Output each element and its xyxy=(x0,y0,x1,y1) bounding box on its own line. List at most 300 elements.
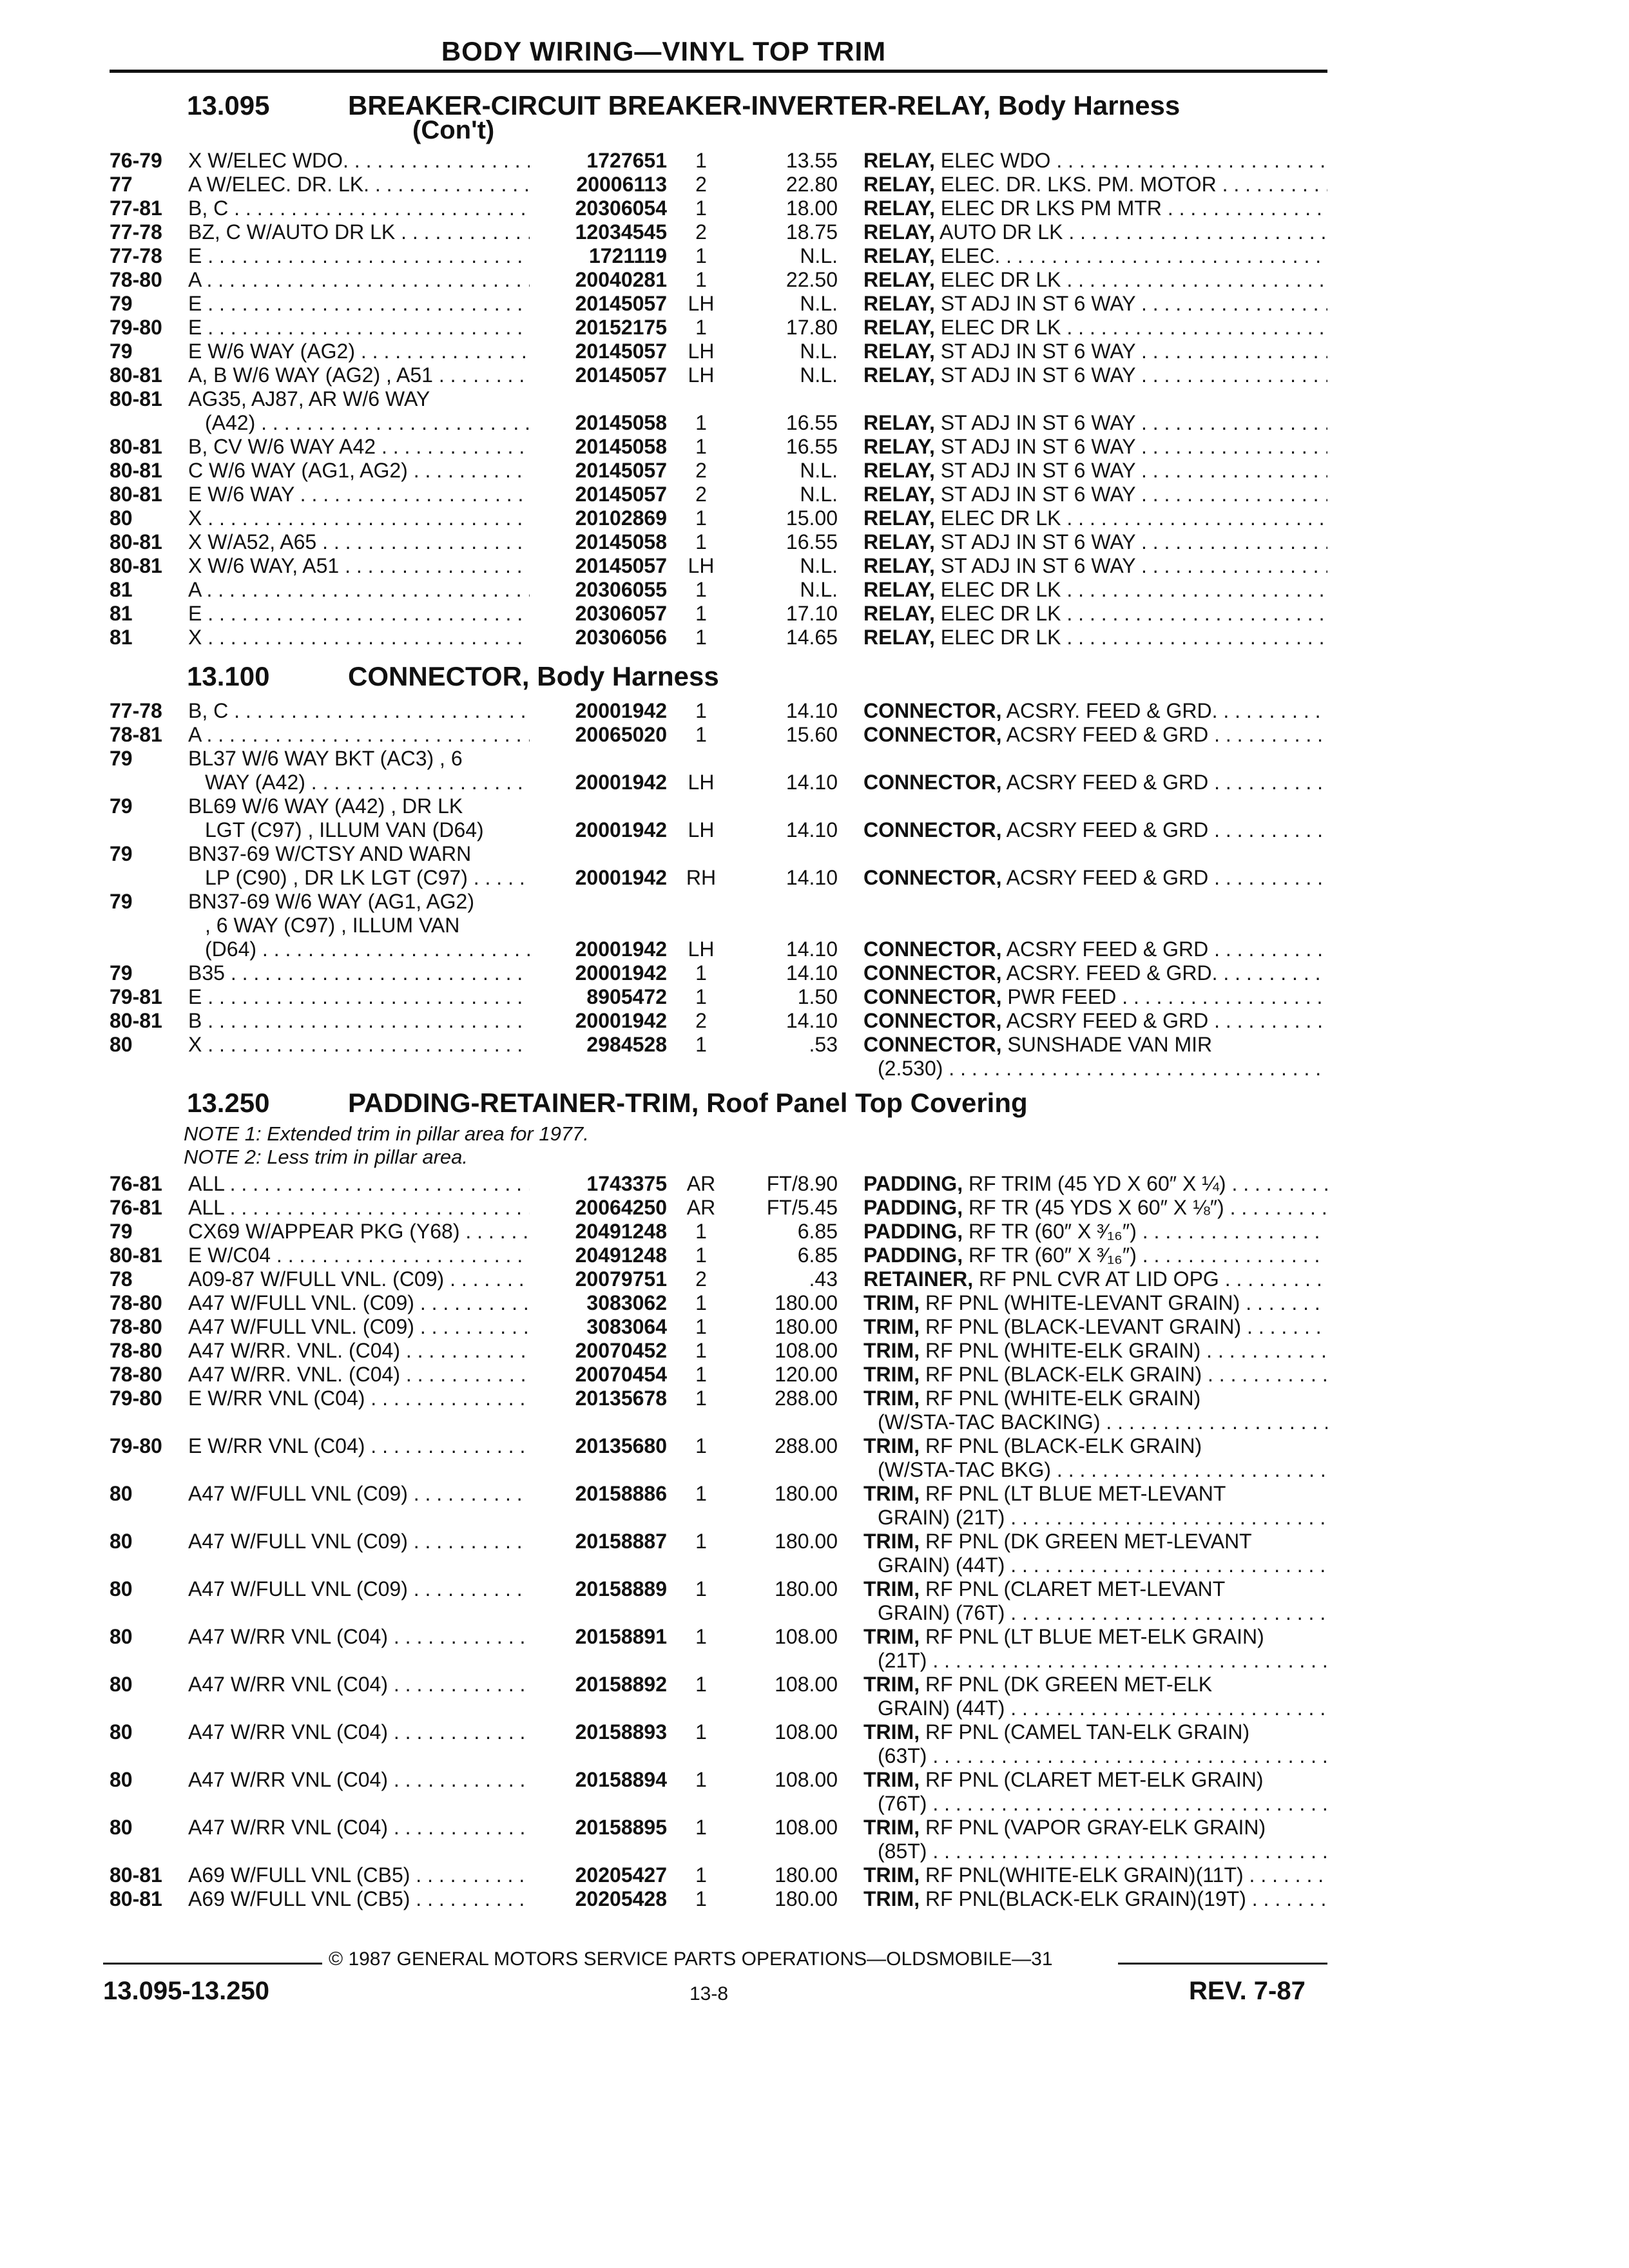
part-description xyxy=(863,410,1327,435)
model-years: 78-80 xyxy=(110,1315,162,1338)
part-description xyxy=(863,553,1327,578)
part-number: 20205427 xyxy=(575,1863,667,1887)
part-detail: ACSRY FEED & GRD xyxy=(1001,1009,1209,1032)
part-name: PADDING, xyxy=(863,1220,963,1243)
part-description xyxy=(863,625,1327,649)
section-heading xyxy=(187,661,719,692)
part-detail: ACSRY FEED & GRD xyxy=(1001,771,1209,794)
copyright-text: © 1987 GENERAL MOTORS SERVICE PARTS OPERATIONS—OLDSMOBILE—31 xyxy=(329,1948,1053,1970)
part-description xyxy=(863,220,1327,244)
part-detail: GRAIN) (44T) xyxy=(878,1696,1005,1720)
table-row xyxy=(0,339,1629,363)
part-description xyxy=(863,363,1327,387)
part-description xyxy=(863,1434,1327,1458)
part-description xyxy=(863,1529,1327,1553)
model-application: X W/ELEC WDO. . . . xyxy=(188,148,530,173)
part-name: TRIM, xyxy=(863,1887,920,1910)
price: 13.55 xyxy=(786,149,838,172)
part-number: 20145057 xyxy=(575,292,667,315)
table-row xyxy=(0,363,1629,387)
table-row xyxy=(0,1696,1629,1720)
table-row xyxy=(0,315,1629,340)
part-description xyxy=(863,1672,1327,1696)
part-number: 20001942 xyxy=(575,818,667,841)
part-number: 20001942 xyxy=(575,937,667,961)
part-detail: RF PNL (WHITE-LEVANT GRAIN) xyxy=(920,1291,1240,1314)
quantity: 2 xyxy=(695,173,707,196)
price: 108.00 xyxy=(775,1768,838,1791)
part-detail: SUNSHADE VAN MIR xyxy=(1001,1033,1213,1056)
part-name: RELAY, xyxy=(863,530,935,553)
footer-rule-left xyxy=(103,1963,322,1965)
quantity: 1 xyxy=(695,961,707,985)
quantity: 1 xyxy=(695,1220,707,1243)
part-name: RELAY, xyxy=(863,197,935,220)
table-row xyxy=(0,1291,1629,1315)
part-detail: ACSRY FEED & GRD xyxy=(1001,818,1209,841)
price: 16.55 xyxy=(786,530,838,553)
part-detail: (W/STA-TAC BACKING) xyxy=(878,1410,1101,1434)
model-years: 80-81 xyxy=(110,387,162,410)
table-row xyxy=(0,1171,1629,1196)
part-detail: ST ADJ IN ST 6 WAY xyxy=(934,411,1136,434)
model-application: A47 W/RR. VNL. (C04) . . . xyxy=(188,1362,530,1387)
table-row xyxy=(0,1648,1629,1673)
part-description xyxy=(863,1720,1327,1744)
part-description xyxy=(863,1767,1327,1792)
model-application: X . . . xyxy=(188,625,530,649)
part-description xyxy=(863,1481,1327,1506)
model-years: 80-81 xyxy=(110,435,162,458)
price: 1.50 xyxy=(797,985,838,1008)
table-row xyxy=(0,530,1629,554)
part-number: 20070454 xyxy=(575,1363,667,1386)
model-years: 80-81 xyxy=(110,459,162,482)
model-application: A09-87 W/FULL VNL. (C09) . . . xyxy=(188,1267,530,1291)
part-detail: ELEC DR LK xyxy=(934,578,1061,601)
part-name: RELAY, xyxy=(863,316,935,339)
part-description xyxy=(878,1410,1327,1434)
part-description xyxy=(863,458,1327,483)
model-application: X W/6 WAY, A51 . . . xyxy=(188,553,530,578)
model-years: 78-80 xyxy=(110,1339,162,1362)
quantity: 1 xyxy=(695,1530,707,1553)
part-number: 20145058 xyxy=(575,411,667,434)
price: N.L. xyxy=(800,363,838,387)
quantity: 2 xyxy=(695,459,707,482)
price: 22.50 xyxy=(786,268,838,291)
part-number: 20070452 xyxy=(575,1339,667,1362)
quantity: 1 xyxy=(695,411,707,434)
price: 16.55 xyxy=(786,435,838,458)
footer-revision: REV. 7-87 xyxy=(1189,1977,1306,2005)
part-description xyxy=(863,865,1327,890)
part-detail: ST ADJ IN ST 6 WAY xyxy=(934,363,1136,387)
model-application: LGT (C97) , ILLUM VAN (D64) xyxy=(205,818,484,841)
part-description xyxy=(863,1577,1327,1601)
part-name: CONNECTOR, xyxy=(863,818,1002,841)
part-detail: ELEC DR LK xyxy=(934,316,1061,339)
quantity: 2 xyxy=(695,1009,707,1032)
model-application: A, B W/6 WAY (AG2) , A51 . . . xyxy=(188,363,530,387)
table-row xyxy=(0,1457,1629,1482)
part-number: 20306057 xyxy=(575,602,667,625)
model-application: A . . . xyxy=(188,722,530,747)
quantity: LH xyxy=(688,771,715,794)
part-detail: ST ADJ IN ST 6 WAY xyxy=(934,292,1136,315)
part-name: RELAY, xyxy=(863,363,935,387)
part-detail: ST ADJ IN ST 6 WAY xyxy=(934,483,1136,506)
price: N.L. xyxy=(800,483,838,506)
model-application: A47 W/FULL VNL (C09) . . . xyxy=(188,1577,530,1601)
part-number: 20064250 xyxy=(575,1196,667,1219)
table-row xyxy=(0,1056,1629,1081)
model-years: 80 xyxy=(110,1816,133,1839)
part-detail: GRAIN) (76T) xyxy=(878,1601,1005,1624)
part-number: 20491248 xyxy=(575,1220,667,1243)
table-row xyxy=(0,1553,1629,1577)
part-number: 20040281 xyxy=(575,268,667,291)
section-subheading: (Con't) xyxy=(412,116,495,144)
model-application: ALL . . . xyxy=(188,1171,530,1196)
model-years: 80 xyxy=(110,1720,133,1744)
model-years: 79 xyxy=(110,842,133,865)
quantity: 1 xyxy=(695,1291,707,1314)
part-detail: AUTO DR LK xyxy=(934,220,1063,244)
part-description xyxy=(863,291,1327,316)
quantity: 1 xyxy=(695,1244,707,1267)
price: N.L. xyxy=(800,244,838,267)
model-application: AG35, AJ87, AR W/6 WAY xyxy=(188,387,430,410)
table-row xyxy=(0,961,1629,985)
table-row xyxy=(0,794,1629,818)
table-row xyxy=(0,1219,1629,1244)
quantity: 1 xyxy=(695,626,707,649)
model-application: WAY (A42) . . . xyxy=(205,770,530,794)
part-detail: RF PNL (BLACK-ELK GRAIN) xyxy=(920,1434,1202,1457)
part-number: 20001942 xyxy=(575,1009,667,1032)
part-description xyxy=(863,937,1327,961)
table-row xyxy=(0,1338,1629,1363)
model-years: 79 xyxy=(110,890,133,913)
part-detail: ST ADJ IN ST 6 WAY xyxy=(934,340,1136,363)
model-years: 80-81 xyxy=(110,1009,162,1032)
quantity: LH xyxy=(688,937,715,961)
model-years: 79-80 xyxy=(110,316,162,339)
quantity: AR xyxy=(686,1196,716,1219)
part-detail: RF PNL(WHITE-ELK GRAIN)(11T) xyxy=(920,1863,1244,1887)
part-number: 20158891 xyxy=(575,1625,667,1648)
part-number: 1721119 xyxy=(588,244,667,267)
price: 108.00 xyxy=(775,1816,838,1839)
quantity: 1 xyxy=(695,1768,707,1791)
part-number: 20145057 xyxy=(575,483,667,506)
model-application: A47 W/FULL VNL. (C09) . . . xyxy=(188,1314,530,1339)
model-application: B35 . . . xyxy=(188,961,530,985)
price: 14.10 xyxy=(786,818,838,841)
model-years: 79-81 xyxy=(110,985,162,1008)
price: 14.65 xyxy=(786,626,838,649)
price: 180.00 xyxy=(775,1482,838,1505)
price: 6.85 xyxy=(797,1220,838,1243)
part-detail: PWR FEED xyxy=(1001,985,1117,1008)
page-title: BODY WIRING—VINYL TOP TRIM xyxy=(441,36,887,66)
model-years: 80 xyxy=(110,1577,133,1600)
part-name: PADDING, xyxy=(863,1172,963,1195)
part-description xyxy=(863,1032,1327,1057)
part-detail: RF TR (60″ X ³⁄₁₆″) xyxy=(963,1244,1137,1267)
price: 180.00 xyxy=(775,1291,838,1314)
part-name: CONNECTOR, xyxy=(863,699,1002,722)
part-detail: RF PNL (WHITE-ELK GRAIN) xyxy=(920,1339,1201,1362)
price: .53 xyxy=(809,1033,838,1056)
model-years: 79 xyxy=(110,292,133,315)
quantity: 2 xyxy=(695,1267,707,1291)
part-number: 20158895 xyxy=(575,1816,667,1839)
model-application: X W/A52, A65 . . . xyxy=(188,530,530,554)
part-description xyxy=(863,1291,1327,1315)
model-years: 80-81 xyxy=(110,483,162,506)
section-number: 13.100 xyxy=(187,661,270,691)
table-row xyxy=(0,482,1629,506)
model-application: A W/ELEC. DR. LK. . . . xyxy=(188,172,530,197)
part-detail: RF PNL (DK GREEN MET-ELK xyxy=(920,1673,1213,1696)
table-row xyxy=(0,577,1629,602)
part-description xyxy=(863,698,1327,723)
table-row xyxy=(0,1744,1629,1768)
model-application: A47 W/FULL VNL (C09) . . . xyxy=(188,1481,530,1506)
table-row xyxy=(0,458,1629,483)
section-heading xyxy=(187,90,1180,121)
part-description xyxy=(878,1457,1327,1482)
part-detail: RF TRIM (45 YD X 60″ X ¼) xyxy=(963,1172,1226,1195)
part-detail: (63T) xyxy=(878,1744,927,1767)
part-detail: RF PNL (VAPOR GRAY-ELK GRAIN) xyxy=(920,1816,1266,1839)
quantity: 1 xyxy=(695,1482,707,1505)
table-row xyxy=(0,1362,1629,1387)
part-detail: RF PNL (LT BLUE MET-ELK GRAIN) xyxy=(920,1625,1264,1648)
part-name: TRIM, xyxy=(863,1315,920,1338)
table-row xyxy=(0,625,1629,649)
price: 17.80 xyxy=(786,316,838,339)
part-number: 20158886 xyxy=(575,1482,667,1505)
part-number: 20145057 xyxy=(575,340,667,363)
part-detail: GRAIN) (44T) xyxy=(878,1553,1005,1577)
part-name: RELAY, xyxy=(863,244,935,267)
part-description xyxy=(878,1791,1327,1816)
section-heading-bold: PADDING-RETAINER-TRIM, xyxy=(348,1088,699,1118)
section-heading xyxy=(187,1088,1028,1119)
table-row xyxy=(0,1720,1629,1744)
part-detail: ELEC DR LK xyxy=(934,506,1061,530)
part-detail: RF PNL (CLARET MET-LEVANT xyxy=(920,1577,1226,1600)
part-detail: ST ADJ IN ST 6 WAY xyxy=(934,435,1136,458)
quantity: 1 xyxy=(695,268,707,291)
model-application: B . . . xyxy=(188,1008,530,1033)
part-number: 20306056 xyxy=(575,626,667,649)
table-row xyxy=(0,267,1629,292)
table-row xyxy=(0,1410,1629,1434)
model-application: B, C . . . xyxy=(188,698,530,723)
section-heading-rest: Body Harness xyxy=(990,90,1181,120)
part-number: 20079751 xyxy=(575,1267,667,1291)
part-description xyxy=(863,722,1327,747)
model-application: E W/RR VNL (C04) . . . xyxy=(188,1386,530,1410)
quantity: 1 xyxy=(695,1363,707,1386)
model-application: A . . . xyxy=(188,267,530,292)
quantity: 1 xyxy=(695,1577,707,1600)
part-name: RELAY, xyxy=(863,578,935,601)
model-application: A . . . xyxy=(188,577,530,602)
section-heading-bold: BREAKER-CIRCUIT BREAKER-INVERTER-RELAY, xyxy=(348,90,991,120)
part-description xyxy=(878,1744,1327,1768)
part-name: RELAY, xyxy=(863,220,935,244)
part-number: 20158887 xyxy=(575,1530,667,1553)
quantity: 1 xyxy=(695,316,707,339)
part-detail: RF PNL (WHITE-ELK GRAIN) xyxy=(920,1387,1201,1410)
part-description xyxy=(863,196,1327,220)
model-years: 80 xyxy=(110,1530,133,1553)
table-row xyxy=(0,937,1629,961)
quantity: 1 xyxy=(695,578,707,601)
part-detail: ST ADJ IN ST 6 WAY xyxy=(934,554,1136,577)
model-application: CX69 W/APPEAR PKG (Y68) . . . xyxy=(188,1219,530,1244)
price: 108.00 xyxy=(775,1720,838,1744)
model-years: 80-81 xyxy=(110,363,162,387)
section-heading-rest: Roof Panel Top Covering xyxy=(699,1088,1028,1118)
model-application: E . . . xyxy=(188,315,530,340)
table-row xyxy=(0,1863,1629,1887)
part-description xyxy=(863,1171,1327,1196)
part-number: 20001942 xyxy=(575,961,667,985)
model-application: ALL . . . xyxy=(188,1195,530,1220)
model-years: 80 xyxy=(110,1673,133,1696)
model-application: E . . . xyxy=(188,601,530,626)
model-application: (D64) . . . xyxy=(205,937,530,961)
price: N.L. xyxy=(800,459,838,482)
part-number: 20065020 xyxy=(575,723,667,746)
part-detail: ELEC. xyxy=(934,244,1001,267)
part-detail: ACSRY. FEED & GRD. xyxy=(1001,699,1218,722)
part-description xyxy=(863,1243,1327,1267)
model-years: 78-80 xyxy=(110,268,162,291)
part-description xyxy=(878,1056,1327,1081)
table-row xyxy=(0,770,1629,794)
model-application: BN37-69 W/6 WAY (AG1, AG2) xyxy=(188,890,474,913)
table-row xyxy=(0,1887,1629,1911)
table-row xyxy=(0,291,1629,316)
model-application: C W/6 WAY (AG1, AG2) . . . xyxy=(188,458,530,483)
model-application: E . . . xyxy=(188,291,530,316)
part-name: TRIM, xyxy=(863,1577,920,1600)
price: 180.00 xyxy=(775,1863,838,1887)
part-name: CONNECTOR, xyxy=(863,1009,1002,1032)
part-description xyxy=(863,770,1327,794)
model-years: 79 xyxy=(110,747,133,770)
table-row xyxy=(0,841,1629,866)
part-detail: GRAIN) (21T) xyxy=(878,1506,1005,1529)
part-number: 12034545 xyxy=(575,220,667,244)
model-application: E . . . xyxy=(188,244,530,268)
part-name: TRIM, xyxy=(863,1625,920,1648)
part-detail: RF TR (45 YDS X 60″ X ⅛″) xyxy=(963,1196,1224,1219)
part-description xyxy=(863,1008,1327,1033)
model-application: A47 W/RR VNL (C04) . . . xyxy=(188,1767,530,1792)
part-number: 20006113 xyxy=(576,173,667,196)
part-detail: ELEC DR LKS PM MTR xyxy=(934,197,1162,220)
part-description xyxy=(878,1696,1327,1720)
model-years: 76-79 xyxy=(110,149,162,172)
model-years: 81 xyxy=(110,626,133,649)
part-description xyxy=(863,244,1327,268)
part-name: TRIM, xyxy=(863,1387,920,1410)
table-row xyxy=(0,698,1629,723)
model-application: A47 W/RR VNL (C04) . . . xyxy=(188,1672,530,1696)
part-detail: ACSRY FEED & GRD xyxy=(1001,723,1209,746)
table-row xyxy=(0,553,1629,578)
part-description xyxy=(863,1195,1327,1220)
part-name: TRIM, xyxy=(863,1673,920,1696)
part-name: TRIM, xyxy=(863,1530,920,1553)
price: 180.00 xyxy=(775,1887,838,1910)
table-row xyxy=(0,818,1629,842)
quantity: 1 xyxy=(695,1434,707,1457)
quantity: 1 xyxy=(695,1339,707,1362)
model-years: 79-80 xyxy=(110,1434,162,1457)
table-row xyxy=(0,1032,1629,1057)
table-row xyxy=(0,1505,1629,1530)
part-number: 20158892 xyxy=(575,1673,667,1696)
part-description xyxy=(863,1338,1327,1363)
price: 14.10 xyxy=(786,771,838,794)
part-number: 20145058 xyxy=(575,435,667,458)
table-row xyxy=(0,1434,1629,1458)
quantity: 1 xyxy=(695,435,707,458)
part-name: CONNECTOR, xyxy=(863,985,1002,1008)
price: 288.00 xyxy=(775,1434,838,1457)
quantity: 1 xyxy=(695,506,707,530)
table-row xyxy=(0,1529,1629,1553)
price: N.L. xyxy=(800,340,838,363)
section-note: NOTE 2: Less trim in pillar area. xyxy=(184,1146,468,1168)
model-years: 80-81 xyxy=(110,1244,162,1267)
part-number: 20306055 xyxy=(575,578,667,601)
part-detail: (85T) xyxy=(878,1840,927,1863)
part-description xyxy=(863,339,1327,363)
model-years: 77-78 xyxy=(110,244,162,267)
model-years: 76-81 xyxy=(110,1196,162,1219)
part-name: TRIM, xyxy=(863,1363,920,1386)
model-application: X . . . xyxy=(188,506,530,530)
part-description xyxy=(863,1863,1327,1887)
part-name: TRIM, xyxy=(863,1863,920,1887)
quantity: 1 xyxy=(695,530,707,553)
part-number: 20001942 xyxy=(575,866,667,889)
part-description xyxy=(863,506,1327,530)
model-application: X . . . xyxy=(188,1032,530,1057)
part-number: 20158894 xyxy=(575,1768,667,1791)
table-row xyxy=(0,1600,1629,1625)
model-years: 81 xyxy=(110,602,133,625)
model-application: A47 W/RR VNL (C04) . . . xyxy=(188,1624,530,1649)
table-row xyxy=(0,1386,1629,1410)
model-application: BL37 W/6 WAY BKT (AC3) , 6 xyxy=(188,747,463,770)
part-description xyxy=(863,985,1327,1009)
part-description xyxy=(863,1362,1327,1387)
part-description xyxy=(878,1553,1327,1577)
model-application: (A42) . . . xyxy=(205,410,530,435)
part-name: RELAY, xyxy=(863,292,935,315)
